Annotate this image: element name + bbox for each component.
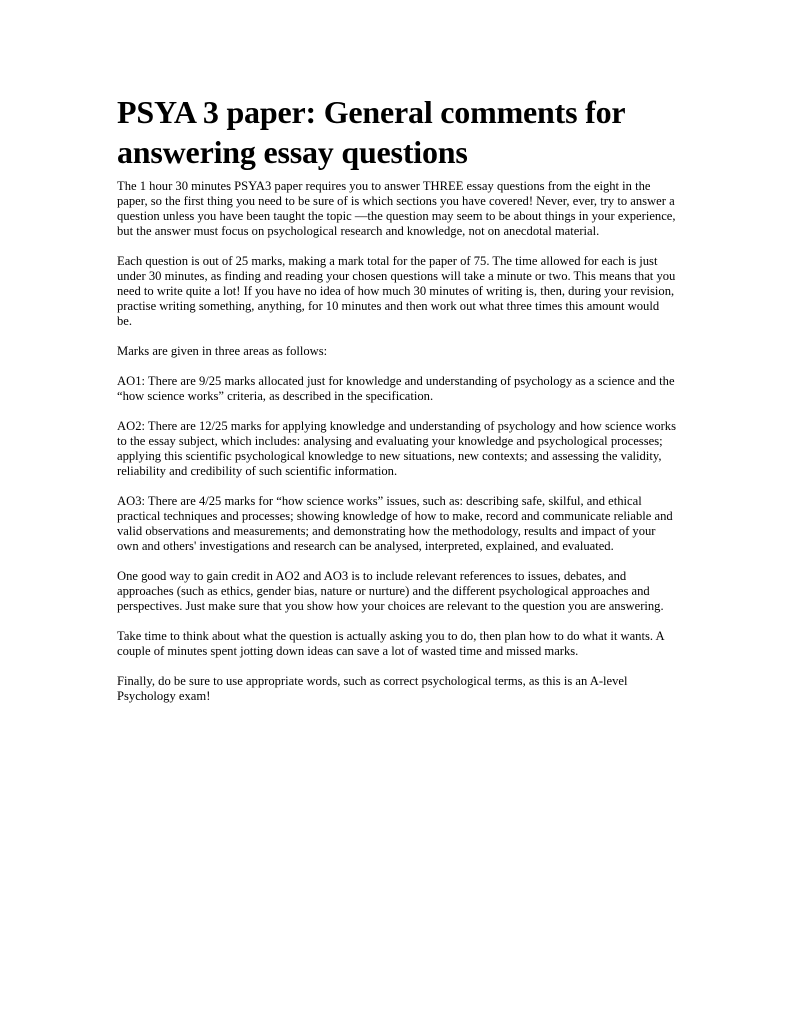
paragraph-ao2: AO2: There are 12/25 marks for applying knowledge and understanding of psychology and how science works to the essay subject, which includes: analysing and evaluating your knowledge and psychological processes; applying this scientific psychological knowledge to new situations, new contexts; and assessing the validity, reliability and credibility of such scientific information.: [117, 419, 677, 478]
paragraph-marks-areas: Marks are given in three areas as follows:: [117, 344, 328, 358]
paragraph-ao1: AO1: There are 9/25 marks allocated just for knowledge and understanding of psychology as a science and the “how science works” criteria, as described in the specification.: [117, 374, 675, 403]
paragraph-credit-tips: One good way to gain credit in AO2 and AO3 is to include relevant references to issues, debates, and approaches (such as ethics, gender bias, nature or nurture) and the different psychological approaches and perspectives. Just make sure that you show how your choices are relevant to the question you are answering.: [117, 569, 664, 613]
document-body: [117, 179, 677, 719]
paragraph-marks-total: Each question is out of 25 marks, making a mark total for the paper of 75. The time allowed for each is just under 30 minutes, as finding and reading your chosen questions will take a minute or two. This means that you need to write quite a lot! If you have no idea of how much 30 minutes of writing is, then, during your revision, practise writing something, anything, for 10 minutes and then work out what three times this amount would be.: [117, 254, 676, 328]
paragraph-planning: Take time to think about what the question is actually asking you to do, then plan how to do what it wants. A couple of minutes spent jotting down ideas can save a lot of wasted time and missed marks.: [117, 629, 664, 658]
document-title: PSYA 3 paper: General comments for answering essay questions: [117, 94, 625, 170]
paragraph-terminology: Finally, do be sure to use appropriate words, such as correct psychological terms, as this is an A-level Psychology exam!: [117, 674, 628, 703]
paragraph-ao3: AO3: There are 4/25 marks for “how science works” issues, such as: describing safe, skilful, and ethical practical techniques and processes; showing knowledge of how to make, record and communicate reliable and valid observations and measurements; and demonstrating how the methodology, results and impact of your own and others' investigations and research can be analysed, interpreted, explained, and evaluated.: [117, 494, 673, 553]
paragraph-intro: The 1 hour 30 minutes PSYA3 paper requires you to answer THREE essay questions from the eight in the paper, so the first thing you need to be sure of is which sections you have covered! Never, ever, try to answer a question unless you have been taught the topic —the question may seem to be about things in your experience, but the answer must focus on psychological research and knowledge, not on anecdotal material.: [117, 179, 676, 238]
